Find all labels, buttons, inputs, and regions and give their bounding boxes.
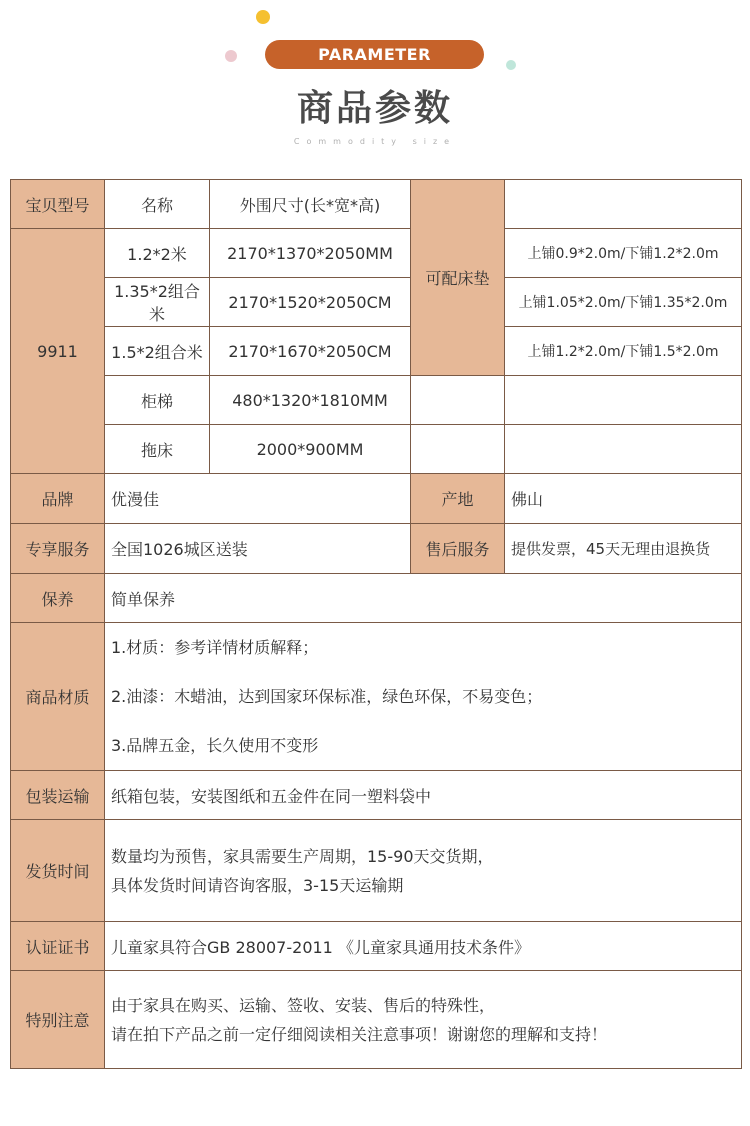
shipping-line: 具体发货时间请咨询客服，3-15天运输期: [111, 875, 404, 895]
service-label: 专享服务: [11, 524, 105, 574]
decor-dot-green: [506, 60, 516, 70]
mattress-size: 上铺0.9*2.0m/下铺1.2*2.0m: [505, 229, 742, 278]
table-row: [11, 474, 742, 524]
table-row: [11, 623, 742, 771]
table-row: [11, 524, 742, 574]
notice-value: [105, 971, 742, 1069]
material-value: [105, 623, 742, 771]
notice-line: 请在拍下产品之前一定仔细阅读相关注意事项！谢谢您的理解和支持！: [111, 1024, 608, 1044]
packaging-value: 纸箱包装，安装图纸和五金件在同一塑料袋中: [105, 771, 742, 820]
product-size: 2170*1520*2050CM: [210, 278, 411, 327]
size-header: 外围尺寸(长*宽*高): [210, 180, 411, 229]
page-subtitle: Commodity size: [293, 137, 457, 146]
product-size: 2000*900MM: [210, 425, 411, 474]
brand-label: 品牌: [11, 474, 105, 524]
table-row: [11, 971, 742, 1069]
table-row: [11, 922, 742, 971]
shipping-label: 发货时间: [11, 820, 105, 922]
model-value: 9911: [11, 229, 105, 474]
material-line: 2.油漆：木蜡油，达到国家环保标准，绿色环保，不易变色；: [111, 687, 543, 706]
empty-cell: [505, 425, 742, 474]
product-name: 柜梯: [105, 376, 210, 425]
product-name: 1.35*2组合米: [105, 278, 210, 327]
table-row: [11, 771, 742, 820]
decor-dot-yellow: [256, 10, 270, 24]
origin-label: 产地: [411, 474, 505, 524]
empty-cell: [411, 425, 505, 474]
material-line: 1.材质：参考详情材质解释；: [111, 638, 319, 657]
shipping-line: 数量均为预售，家具需要生产周期，15-90天交货期，: [111, 846, 494, 866]
mattress-empty-cell: [505, 180, 742, 229]
product-name: 1.5*2组合米: [105, 327, 210, 376]
empty-cell: [505, 376, 742, 425]
product-name: 拖床: [105, 425, 210, 474]
shipping-value: [105, 820, 742, 922]
maintenance-label: 保养: [11, 574, 105, 623]
material-line: 3.品牌五金，长久使用不变形: [111, 736, 319, 755]
product-size: 480*1320*1810MM: [210, 376, 411, 425]
brand-value: 优漫佳: [105, 474, 411, 524]
product-size: 2170*1370*2050MM: [210, 229, 411, 278]
empty-cell: [411, 376, 505, 425]
mattress-size: 上铺1.2*2.0m/下铺1.5*2.0m: [505, 327, 742, 376]
parameter-badge: PARAMETER: [265, 40, 484, 69]
table-row: [11, 425, 742, 474]
model-label: 宝贝型号: [11, 180, 105, 229]
origin-value: 佛山: [505, 474, 742, 524]
aftersale-label: 售后服务: [411, 524, 505, 574]
maintenance-value: 简单保养: [105, 574, 742, 623]
mattress-label: 可配床垫: [411, 180, 505, 376]
notice-line: 由于家具在购买、运输、签收、安装、售后的特殊性，: [111, 995, 496, 1015]
table-row: [11, 180, 742, 229]
table-row: [11, 278, 742, 327]
table-row: [11, 574, 742, 623]
mattress-size: 上铺1.05*2.0m/下铺1.35*2.0m: [505, 278, 742, 327]
cert-label: 认证证书: [11, 922, 105, 971]
product-name: 1.2*2米: [105, 229, 210, 278]
packaging-label: 包装运输: [11, 771, 105, 820]
page-title: 商品参数: [296, 88, 453, 129]
name-header: 名称: [105, 180, 210, 229]
service-value: 全国1026城区送装: [105, 524, 411, 574]
table-row: [11, 376, 742, 425]
cert-value: 儿童家具符合GB 28007-2011 《儿童家具通用技术条件》: [105, 922, 742, 971]
parameter-table: [10, 179, 742, 1069]
aftersale-value: 提供发票，45天无理由退换货: [505, 524, 742, 574]
notice-label: 特别注意: [11, 971, 105, 1069]
product-size: 2170*1670*2050CM: [210, 327, 411, 376]
table-row: [11, 820, 742, 922]
material-label: 商品材质: [11, 623, 105, 771]
table-row: [11, 229, 742, 278]
table-row: [11, 327, 742, 376]
decor-dot-pink: [225, 50, 237, 62]
